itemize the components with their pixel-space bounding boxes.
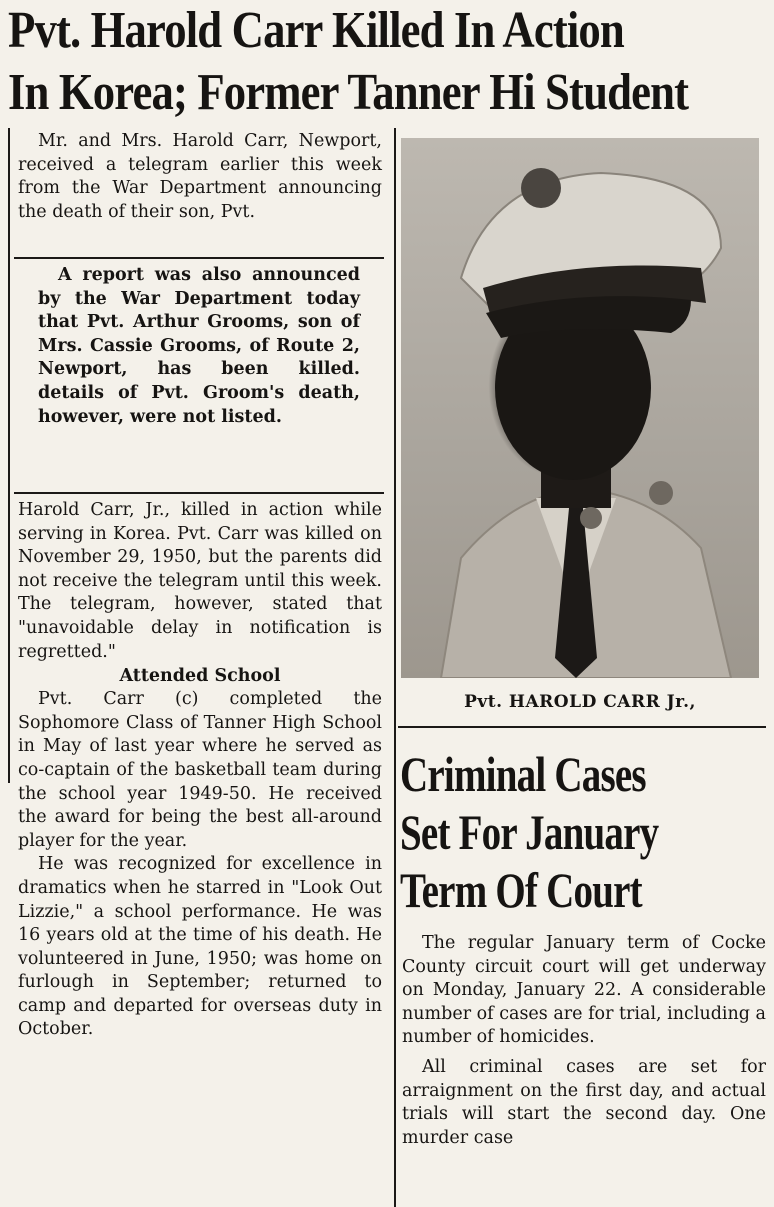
headline-line-1: Pvt. Harold Carr Killed In Action xyxy=(8,2,624,59)
article-body: Harold Carr, Jr., killed in action while serving in Korea. Pvt. Carr was killed on November 29, 1950, but the parents did not receive the telegram until this week. The telegram, however, stated that "unavoidable delay in notification is regretted." Attended School Pvt. Carr (c) completed the Sophomore Class of Tanner High School in May of last year where he served as co-captain of the basketball team during the school year 1949-50. He received the award for being the best all-around player for the year. He was recognized for excellence in dramatics when he starred in "Look Out Lizzie," a school performance. He was 16 years old at the time of his death. He volunteered in June, 1950; was home on furlough in September; returned to camp and departed for overseas duty in October. xyxy=(18,500,382,1040)
soldier-portrait-illustration xyxy=(401,138,759,678)
criminal-cases-body: The regular January term of Cocke County circuit court will get underway on Monday, January 22. A considerable number of cases are for trial, including a number of homicides. All criminal cases are set for arraignment on the first day, and actual trials will start the second day. One murder case xyxy=(402,933,766,1148)
column-rule-outer xyxy=(8,128,10,783)
main-headline xyxy=(8,0,689,124)
box-rule-bottom xyxy=(14,492,384,494)
grooms-report-box: A report was also announced by the War Department today that Pvt. Arthur Grooms, son of Mrs. Cassie Grooms, of Route 2, Newport, has been killed. details of Pvt. Groom's death, however, were not listed. xyxy=(38,265,360,427)
photo-caption: Pvt. HAROLD CARR Jr., xyxy=(464,692,696,712)
column-rule-left xyxy=(394,128,396,1207)
subhead-attended-school: Attended School xyxy=(119,666,281,687)
headline2-line-2: Set For January xyxy=(400,804,659,860)
headline-line-2: In Korea; Former Tanner Hi Student xyxy=(8,64,689,121)
caption-rule xyxy=(398,726,766,728)
box-rule-top xyxy=(14,257,384,259)
headline2-line-1: Criminal Cases xyxy=(400,746,646,802)
criminal-cases-headline xyxy=(400,745,689,919)
article-lead: Mr. and Mrs. Harold Carr, Newport, received a telegram earlier this week from the War Department announcing the death of their son, Pvt. xyxy=(18,131,382,222)
portrait-photo xyxy=(401,138,759,678)
headline2-line-3: Term Of Court xyxy=(400,862,642,918)
